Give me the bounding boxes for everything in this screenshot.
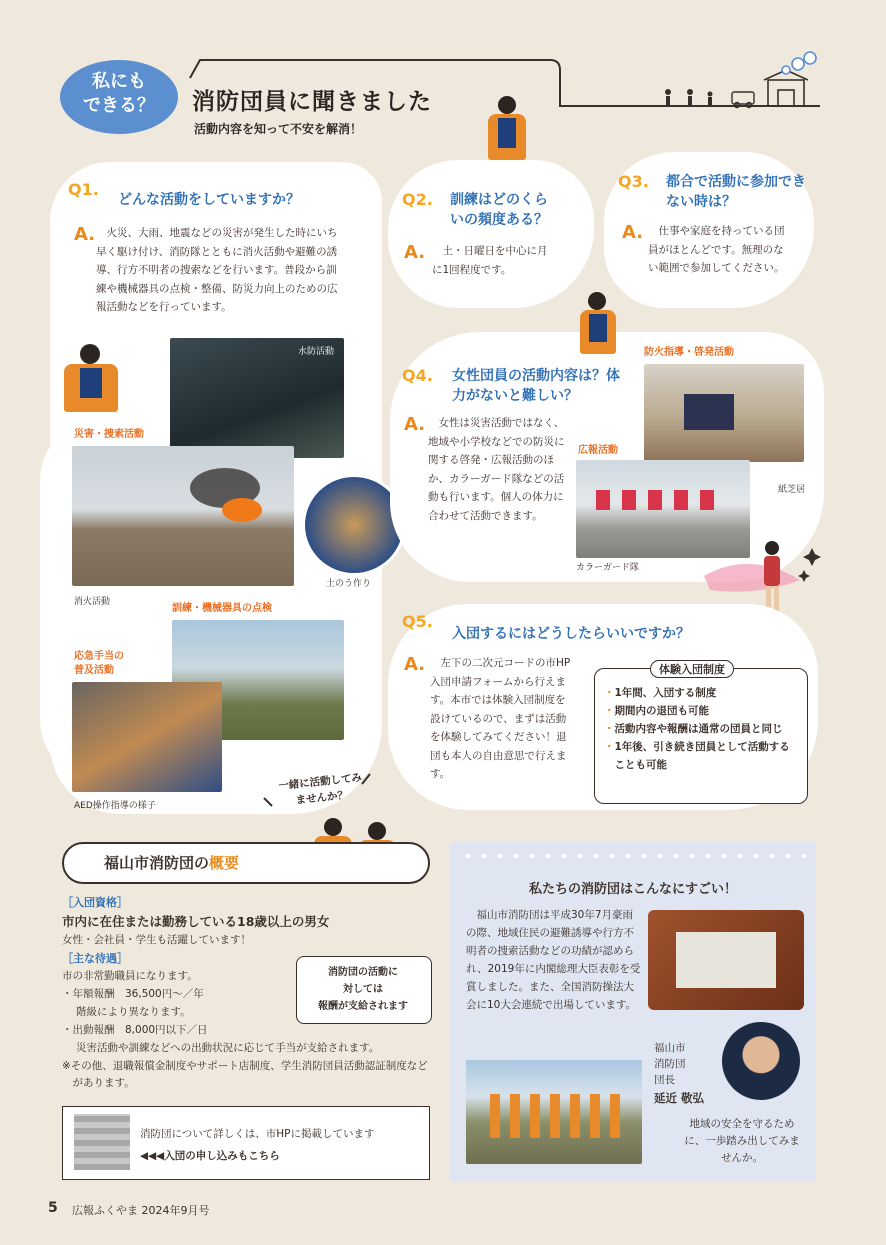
photo-shouka xyxy=(72,446,294,586)
caption-shouka: 消火活動 xyxy=(74,597,111,607)
callout-text: 一緒に活動してみませんか？ xyxy=(277,771,363,807)
header-badge-text: 私にも できる？ xyxy=(83,71,155,116)
info-line2[interactable]: ◀◀◀入団の申し込みもこちら xyxy=(140,1150,280,1162)
award-plaque xyxy=(648,910,804,1010)
taiken-item: ・1年後、引き続き団員として活動することも可能 xyxy=(604,741,790,771)
people-icon xyxy=(665,89,713,105)
overview-t2b: 階級により異なります。 xyxy=(76,1006,191,1018)
caption-oukyu: 応急手当の 普及活動 xyxy=(74,651,124,676)
caption-bouka: 防火指導・啓発活動 xyxy=(644,347,734,358)
kamishibai-stand xyxy=(684,394,734,430)
overview-t4: ※その他、退職報償金制度やサポート店制度、学生消防団員活動認証制度などがあります。 xyxy=(62,1060,428,1089)
q1-question: どんな活動をしていますか？ xyxy=(118,192,300,208)
caption-donou: 土のう作り xyxy=(326,579,372,589)
chief-message: 地域の安全を守るために、一歩踏み出してみませんか。 xyxy=(684,1118,800,1164)
q4-answer: 女性は災害活動ではなく、地域や小学校などでの防災に関する啓発・広報活動のほか、カラーガード隊などの活動も行います。個人の体力に合わせて活動できます。 xyxy=(428,417,565,522)
q2-answer-label: A. xyxy=(404,242,426,263)
q3-question: 都合で活動に参加できない時は？ xyxy=(666,174,806,210)
q3-label: Q3. xyxy=(618,172,649,191)
sparkle-icon xyxy=(798,548,821,582)
taiken-item: ・活動内容や報酬は通常の団員と同じ xyxy=(604,723,783,735)
overview-t1: 市の非常勤職員になります。 xyxy=(62,970,198,982)
proud-dots xyxy=(460,852,806,860)
caption-suibou: 水防活動 xyxy=(298,347,335,357)
colorguard-flags xyxy=(596,490,726,510)
overview-title-b: 概要 xyxy=(209,854,240,872)
taiken-title: 体験入団制度 xyxy=(650,660,734,678)
q2-label: Q2. xyxy=(402,190,433,209)
overview-qual: 市内に在住または勤務している18歳以上の男女 xyxy=(62,914,330,929)
firestation-icon xyxy=(764,70,808,106)
overview-t3b: 災害活動や訓練などへの出動状況に応じて手当が支給されます。 xyxy=(76,1042,380,1054)
q5-label: Q5. xyxy=(402,612,433,631)
q4-question: 女性団員の活動内容は？体力がないと難しい？ xyxy=(452,368,620,404)
proud-title: 私たちの消防団はこんなにすごい！ xyxy=(528,882,737,897)
proud-text: 福山市消防団は平成30年7月豪雨の際、地域住民の避難誘導や行方不明者の捜索活動などの功績が認められ、2019年に内閣総理大臣表彰を受賞しました。また、全国消防操法大会に10大会連続で出場しています。 xyxy=(466,909,641,1011)
award-plaque-plate xyxy=(676,932,776,988)
firefighter-illustration-header xyxy=(484,96,530,164)
caption-aed: AED操作指導の様子 xyxy=(74,801,156,811)
caption-saigai: 災害・捜索活動 xyxy=(74,429,144,440)
taiken-item: ・1年間、入団する制度 xyxy=(604,687,717,699)
overview-title xyxy=(104,852,239,873)
publication-name: 広報ふくやま 2024年9月号 xyxy=(72,1204,210,1217)
caption-colorguard: カラーガード隊 xyxy=(576,563,639,573)
chief-role: 福山市 消防団 団長 xyxy=(654,1042,686,1086)
fire-flame xyxy=(222,498,262,522)
q1-answer: 火災、大雨、地震などの災害が発生した時にいち早く駆け付け、消防隊とともに消火活動や避難の誘導、行方不明者の捜索などを行います。普段から訓練や機械器具の点検・整備、防災力向上のための広報活動などを行っています。 xyxy=(96,227,338,313)
overview-t3: ・出動報酬 8,000円以下／日 xyxy=(62,1024,208,1036)
chief-photo xyxy=(722,1022,800,1100)
qr-code[interactable] xyxy=(74,1114,130,1170)
female-firefighter-illustration xyxy=(576,292,620,358)
q5-answer: 左下の二次元コードの市HP入団申請フォームから行えます。本市では体験入団制度を設けているので、まずは活動を体験してみてください！退団も本人の自由意思で行えます。 xyxy=(430,657,571,780)
q3-answer-label: A. xyxy=(622,222,644,243)
overview-qual-sub: 女性・会社員・学生も活躍しています！ xyxy=(62,934,251,946)
page-subtitle: 活動内容を知って不安を解消！ xyxy=(194,122,363,136)
q2-answer: 土・日曜日を中心に月に1回程度です。 xyxy=(432,245,548,276)
reward-note: 消防団の活動に 対しては 報酬が支給されます xyxy=(318,967,408,1012)
photo-aed xyxy=(72,682,222,792)
q5-answer-label: A. xyxy=(404,654,426,675)
photo-bouka xyxy=(644,364,804,462)
chief-name: 延近 敬弘 xyxy=(654,1091,705,1105)
overview-h2: ［主な待遇］ xyxy=(62,952,128,965)
caption-kamishibai: 紙芝居 xyxy=(778,485,806,495)
photo-team xyxy=(466,1060,642,1164)
callout-marks xyxy=(258,770,382,820)
overview-h1: ［入団資格］ xyxy=(62,896,128,909)
page-number: 5 xyxy=(48,1200,58,1216)
cloud-icon xyxy=(782,52,816,74)
q1-label: Q1. xyxy=(68,180,99,199)
q4-answer-label: A. xyxy=(404,414,426,435)
q2-question: 訓練はどのくらいの頻度ある？ xyxy=(450,192,548,228)
caption-kunren: 訓練・機械器具の点検 xyxy=(172,603,272,614)
q5-question: 入団するにはどうしたらいいですか？ xyxy=(452,626,690,642)
firefighter-illustration-q1 xyxy=(60,344,122,416)
q3-answer: 仕事や家庭を持っている団員がほとんどです。無理のない範囲で参加してください。 xyxy=(648,225,785,274)
taiken-item: ・期間内の退団も可能 xyxy=(604,705,709,717)
overview-t2: ・年額報酬 36,500円〜／年 xyxy=(62,988,204,1000)
team-members xyxy=(490,1094,620,1138)
overview-title-a: 福山市消防団の xyxy=(104,854,210,872)
q1-answer-label: A. xyxy=(74,224,96,245)
page-title: 消防団員に聞きました xyxy=(192,89,432,115)
q4-label: Q4. xyxy=(402,366,433,385)
q2-panel xyxy=(388,160,594,308)
taiken-list xyxy=(604,684,792,774)
caption-kouhou: 広報活動 xyxy=(578,445,618,456)
info-line1: 消防団について詳しくは、市HPに掲載しています xyxy=(140,1128,375,1140)
